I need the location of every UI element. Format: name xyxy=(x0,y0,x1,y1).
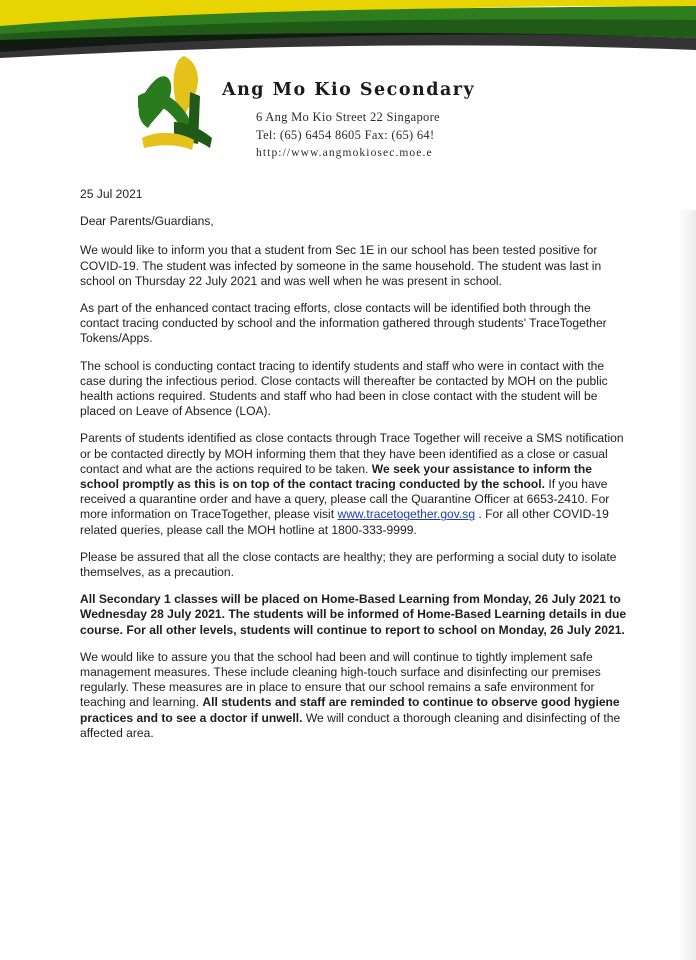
p4-bold-request: We seek your assistance to inform the school promptly as this is on top of the contact tracing conducted by the school. xyxy=(80,461,593,492)
p7-bold-reminder: All students and staff are reminded to continue to observe good hygiene practices and to see a doctor if unwell. xyxy=(80,695,620,725)
school-contact-block xyxy=(256,108,475,162)
letter-date: 25 Jul 2021 xyxy=(80,187,143,201)
letter-body xyxy=(80,187,632,753)
p4-text-a: Parents of students identified as close contacts through Trace Together will receive a SMS notification or be contacted directly by MOH informing them that they have been identified as a close or casual contact and what are the actions required to be taken. xyxy=(80,431,624,476)
p7-text-c: We will conduct a thorough cleaning and disinfecting of the affected area. xyxy=(80,710,621,740)
letterhead-banner xyxy=(0,0,696,70)
p7-text-a: We would like to assure you that the school had been and will continue to tightly implement safe management measures. These include cleaning high-touch surface and disinfecting our premises regularly. These measures are in place to ensure that our school remains a safe environment for teaching and learning. xyxy=(80,649,601,710)
paragraph-parent-notification xyxy=(80,431,632,537)
paragraph-case-notice: We would like to inform you that a student from Sec 1E in our school has been tested positive for COVID-19. The student was infected by someone in the same household. The student was last in school on Thursday 22 July 2021 and was well when he was present in school. xyxy=(80,243,602,288)
tracetogether-link[interactable]: www.tracetogether.gov.sg xyxy=(337,507,476,522)
paragraph-safe-measures xyxy=(80,650,632,741)
paragraph-hbl-notice: All Secondary 1 classes will be placed on Home-Based Learning from Monday, 26 July 2021 to Wednesday 28 July 2021. The students will be informed of Home-Based Learning details in due course. For all other levels, students will continue to report to school on Monday, 26 July 2021. xyxy=(80,592,627,637)
p4-text-c: If you have received a quarantine order and have a query, please call the Quarantine Officer at 6653-2410. For more information on TraceTogether, please visit xyxy=(80,477,610,522)
page-edge-shadow xyxy=(678,210,696,960)
paragraph-assurance: Please be assured that all the close contacts are healthy; they are performing a social duty to isolate themselves, as a precaution. xyxy=(80,549,617,580)
school-address: 6 Ang Mo Kio Street 22 Singapore xyxy=(256,110,440,124)
paragraph-contact-tracing: As part of the enhanced contact tracing efforts, close contacts will be identified both through the contact tracing conducted by school and the information gathered through students' TraceTogether Tokens/Apps. xyxy=(80,301,607,346)
school-letterhead xyxy=(222,78,475,162)
paragraph-school-tracing: The school is conducting contact tracing to identify students and staff who were in contact with the case during the infectious period. Close contacts will thereafter be contacted by MOH on the public health actions required. Students and staff who had been in close contact with the student will be placed on Leave of Absence (LOA). xyxy=(80,358,608,419)
salutation: Dear Parents/Guardians, xyxy=(80,214,214,229)
p4-text-d: . For all other COVID-19 related queries, please call the MOH hotline at 1800-333-9999. xyxy=(80,507,609,537)
school-website: http://www.angmokiosec.moe.e xyxy=(256,147,433,159)
school-name: Ang Mo Kio Secondary xyxy=(222,80,476,100)
school-logo xyxy=(128,52,220,162)
school-phone-fax: Tel: (65) 6454 8605 Fax: (65) 64! xyxy=(256,128,435,142)
